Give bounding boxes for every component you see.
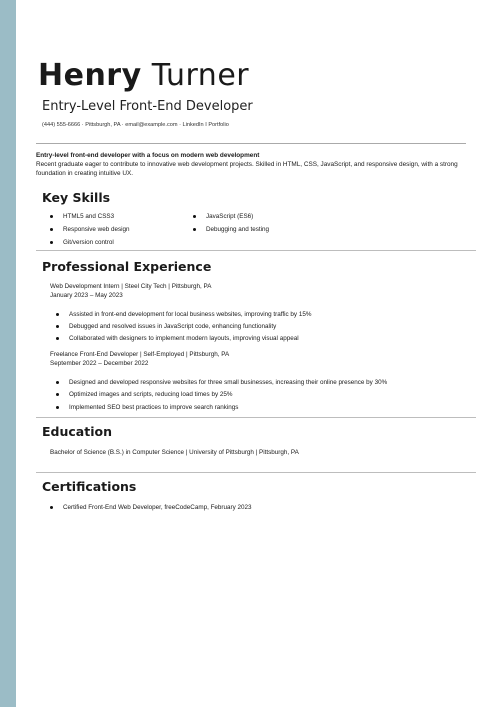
summary-text: Recent graduate eager to contribute to innovative web development projects. Skilled in HTML, CSS, JavaScript, and responsive design, with a strong foundation in creating intuitive UX.	[36, 160, 458, 177]
bullet-icon	[193, 215, 196, 218]
education-heading: Education	[42, 424, 112, 439]
job-bullet-text: Optimized images and scripts, reducing load times by 25%	[69, 391, 233, 398]
resume-page	[28, 0, 468, 707]
bullet-icon	[50, 506, 53, 509]
bullet-icon	[50, 215, 53, 218]
job-title: Entry-Level Front-End Developer	[42, 99, 253, 114]
bullet-icon	[56, 337, 59, 340]
skill-item	[63, 239, 114, 247]
bullet-icon	[193, 228, 196, 231]
bullet-icon	[56, 393, 59, 396]
bullet-icon	[56, 313, 59, 316]
skill-item	[63, 226, 130, 234]
job-bullet-text: Collaborated with designers to implement modern layouts, improving visual appeal	[69, 335, 299, 342]
skill-item	[206, 213, 253, 221]
section-divider	[36, 472, 476, 473]
skill-label: Responsive web design	[63, 226, 130, 233]
summary-headline: Entry-level front-end developer with a focus on modern web development	[36, 152, 260, 159]
job-dates: January 2023 – May 2023	[50, 292, 123, 299]
first-name: Henry	[38, 58, 142, 93]
skill-label: Debugging and testing	[206, 226, 270, 233]
experience-heading: Professional Experience	[42, 259, 212, 274]
job-bullet-text: Assisted in front-end development for local business websites, improving traffic by 15%	[69, 311, 312, 318]
contact-line: (444) 555-6666 · Pittsburgh, PA · email@example.com · LinkedIn I Portfolio	[42, 122, 229, 128]
section-divider	[36, 250, 476, 251]
certification-item	[63, 504, 252, 512]
bullet-icon	[50, 241, 53, 244]
job-dates: September 2022 – December 2022	[50, 360, 149, 367]
summary-section	[36, 152, 466, 178]
skill-item	[206, 226, 269, 234]
certifications-heading: Certifications	[42, 479, 137, 494]
side-accent-bar	[0, 0, 16, 707]
candidate-name	[38, 58, 249, 94]
certification-label: Certified Front-End Web Developer, freeCodeCamp, February 2023	[63, 504, 252, 511]
job-bullet-text: Debugged and resolved issues in JavaScript code, enhancing functionality	[69, 323, 277, 330]
skill-label: JavaScript (ES6)	[206, 213, 254, 220]
skill-label: Git/version control	[63, 239, 114, 246]
job-bullet	[69, 335, 299, 343]
skill-label: HTML5 and CSS3	[63, 213, 115, 220]
job-title-line: Freelance Front-End Developer | Self-Employed | Pittsburgh, PA	[50, 351, 230, 358]
last-name: Turner	[151, 58, 250, 93]
job-bullet	[69, 379, 387, 387]
job-bullet	[69, 311, 311, 319]
job-bullet	[69, 323, 276, 331]
job-bullet	[69, 404, 238, 412]
header-divider	[36, 143, 466, 144]
job-bullet-text: Designed and developed responsive websites for three small businesses, increasing their online presence by 30%	[69, 379, 388, 386]
section-divider	[36, 417, 476, 418]
bullet-icon	[56, 381, 59, 384]
job-title-line: Web Development Intern | Steel City Tech | Pittsburgh, PA	[50, 283, 212, 290]
job-bullet	[69, 391, 232, 399]
bullet-icon	[56, 406, 59, 409]
bullet-icon	[50, 228, 53, 231]
skill-item	[63, 213, 114, 221]
skills-heading: Key Skills	[42, 190, 111, 205]
bullet-icon	[56, 325, 59, 328]
education-line: Bachelor of Science (B.S.) in Computer Science | University of Pittsburgh | Pittsburgh, PA	[50, 449, 299, 456]
job-bullet-text: Implemented SEO best practices to improve search rankings	[69, 404, 239, 411]
